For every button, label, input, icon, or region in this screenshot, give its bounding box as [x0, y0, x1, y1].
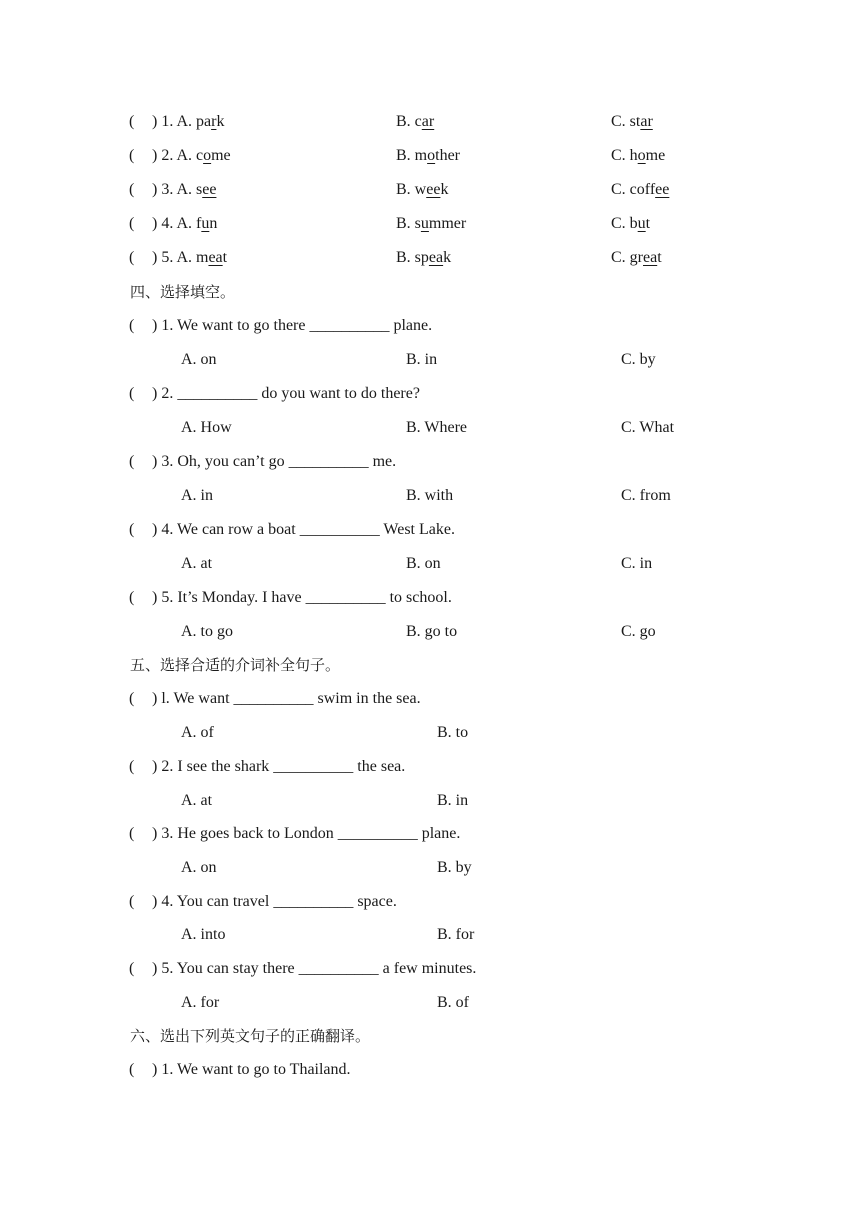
- option-a: ) 2. A. come: [152, 147, 231, 164]
- question-stem: ) 2. __________ do you want to do there?: [152, 385, 420, 402]
- question-4-2: [0, 382, 860, 406]
- options-5-5: [0, 991, 860, 1015]
- option-c: C. in: [621, 555, 653, 572]
- option-a: A. to go: [181, 623, 233, 640]
- option-b: B. car: [396, 113, 435, 130]
- options-5-2: [0, 789, 860, 813]
- answer-paren[interactable]: (: [129, 317, 135, 334]
- answer-paren[interactable]: (: [129, 385, 135, 402]
- option-b: B. Where: [406, 419, 468, 436]
- answer-paren[interactable]: (: [129, 690, 135, 707]
- option-a: A. at: [181, 555, 213, 572]
- answer-paren[interactable]: (: [129, 113, 135, 130]
- question-stem: ) 1. We want to go there __________ plane.: [152, 317, 433, 334]
- phonics-item-1: [0, 110, 860, 134]
- option-a: ) 4. A. fun: [152, 215, 218, 232]
- option-b: B. with: [406, 487, 454, 504]
- option-b: B. speak: [396, 249, 452, 266]
- answer-paren[interactable]: (: [129, 453, 135, 470]
- answer-paren[interactable]: (: [129, 521, 135, 538]
- option-a: A. on: [181, 859, 217, 876]
- question-4-3: [0, 450, 860, 474]
- phonics-item-2: [0, 144, 860, 168]
- phonics-item-4: [0, 212, 860, 236]
- answer-paren[interactable]: (: [129, 147, 135, 164]
- option-a: ) 3. A. see: [152, 181, 217, 198]
- question-stem: ) 2. I see the shark __________ the sea.: [152, 758, 406, 775]
- options-5-1: [0, 721, 860, 745]
- phonics-item-5: [0, 246, 860, 270]
- section-4-heading: [0, 280, 860, 304]
- option-c: C. from: [621, 487, 671, 504]
- option-b: B. mother: [396, 147, 460, 164]
- option-b: B. go to: [406, 623, 458, 640]
- option-b: B. on: [406, 555, 441, 572]
- question-stem: ) 4. You can travel __________ space.: [152, 893, 397, 910]
- option-c: C. by: [621, 351, 656, 368]
- option-a: A. How: [181, 419, 232, 436]
- question-stem: ) 5. You can stay there __________ a few minutes.: [152, 960, 477, 977]
- options-4-2: [0, 416, 860, 440]
- options-4-4: [0, 552, 860, 576]
- question-stem: ) 4. We can row a boat __________ West Lake.: [152, 521, 455, 538]
- answer-paren[interactable]: (: [129, 1061, 135, 1078]
- question-4-5: [0, 586, 860, 610]
- option-c: C. but: [611, 215, 651, 232]
- option-a: A. for: [181, 994, 220, 1011]
- answer-paren[interactable]: (: [129, 589, 135, 606]
- option-a: ) 1. A. park: [152, 113, 225, 130]
- section-heading: 六、选出下列英文句子的正确翻译。: [130, 1027, 371, 1045]
- answer-paren[interactable]: (: [129, 249, 135, 266]
- options-4-1: [0, 348, 860, 372]
- section-heading: 五、选择合适的介词补全句子。: [130, 656, 341, 674]
- answer-paren[interactable]: (: [129, 215, 135, 232]
- option-a: A. at: [181, 792, 213, 809]
- question-stem: ) l. We want __________ swim in the sea.: [152, 690, 421, 707]
- section-6-heading: [0, 1024, 860, 1048]
- question-6-1: [0, 1058, 860, 1082]
- answer-paren[interactable]: (: [129, 893, 135, 910]
- question-5-3: [0, 822, 860, 846]
- section-5-heading: [0, 653, 860, 677]
- option-b: B. of: [437, 994, 469, 1011]
- question-5-1: [0, 687, 860, 711]
- option-c: C. coffee: [611, 181, 670, 198]
- question-stem: ) 3. He goes back to London __________ plane.: [152, 825, 461, 842]
- option-a: A. of: [181, 724, 214, 741]
- option-c: C. star: [611, 113, 653, 130]
- option-a: A. on: [181, 351, 217, 368]
- answer-paren[interactable]: (: [129, 758, 135, 775]
- question-5-2: [0, 755, 860, 779]
- answer-paren[interactable]: (: [129, 960, 135, 977]
- question-4-4: [0, 518, 860, 542]
- option-c: C. great: [611, 249, 662, 266]
- options-4-3: [0, 484, 860, 508]
- options-5-4: [0, 923, 860, 947]
- option-b: B. in: [406, 351, 438, 368]
- options-4-5: [0, 620, 860, 644]
- option-b: B. for: [437, 926, 475, 943]
- option-c: C. home: [611, 147, 666, 164]
- option-b: B. by: [437, 859, 472, 876]
- question-stem: ) 5. It’s Monday. I have __________ to school.: [152, 589, 452, 606]
- question-5-4: [0, 890, 860, 914]
- answer-paren[interactable]: (: [129, 181, 135, 198]
- option-c: C. What: [621, 419, 675, 436]
- option-b: B. in: [437, 792, 469, 809]
- section-heading: 四、选择填空。: [130, 283, 236, 301]
- option-c: C. go: [621, 623, 656, 640]
- option-a: A. in: [181, 487, 213, 504]
- option-b: B. week: [396, 181, 449, 198]
- option-a: ) 5. A. meat: [152, 249, 228, 266]
- option-b: B. to: [437, 724, 469, 741]
- question-stem: ) 1. We want to go to Thailand.: [152, 1061, 351, 1078]
- question-4-1: [0, 314, 860, 338]
- question-5-5: [0, 957, 860, 981]
- answer-paren[interactable]: (: [129, 825, 135, 842]
- question-stem: ) 3. Oh, you can’t go __________ me.: [152, 453, 397, 470]
- option-a: A. into: [181, 926, 226, 943]
- option-b: B. summer: [396, 215, 467, 232]
- phonics-item-3: [0, 178, 860, 202]
- options-5-3: [0, 856, 860, 880]
